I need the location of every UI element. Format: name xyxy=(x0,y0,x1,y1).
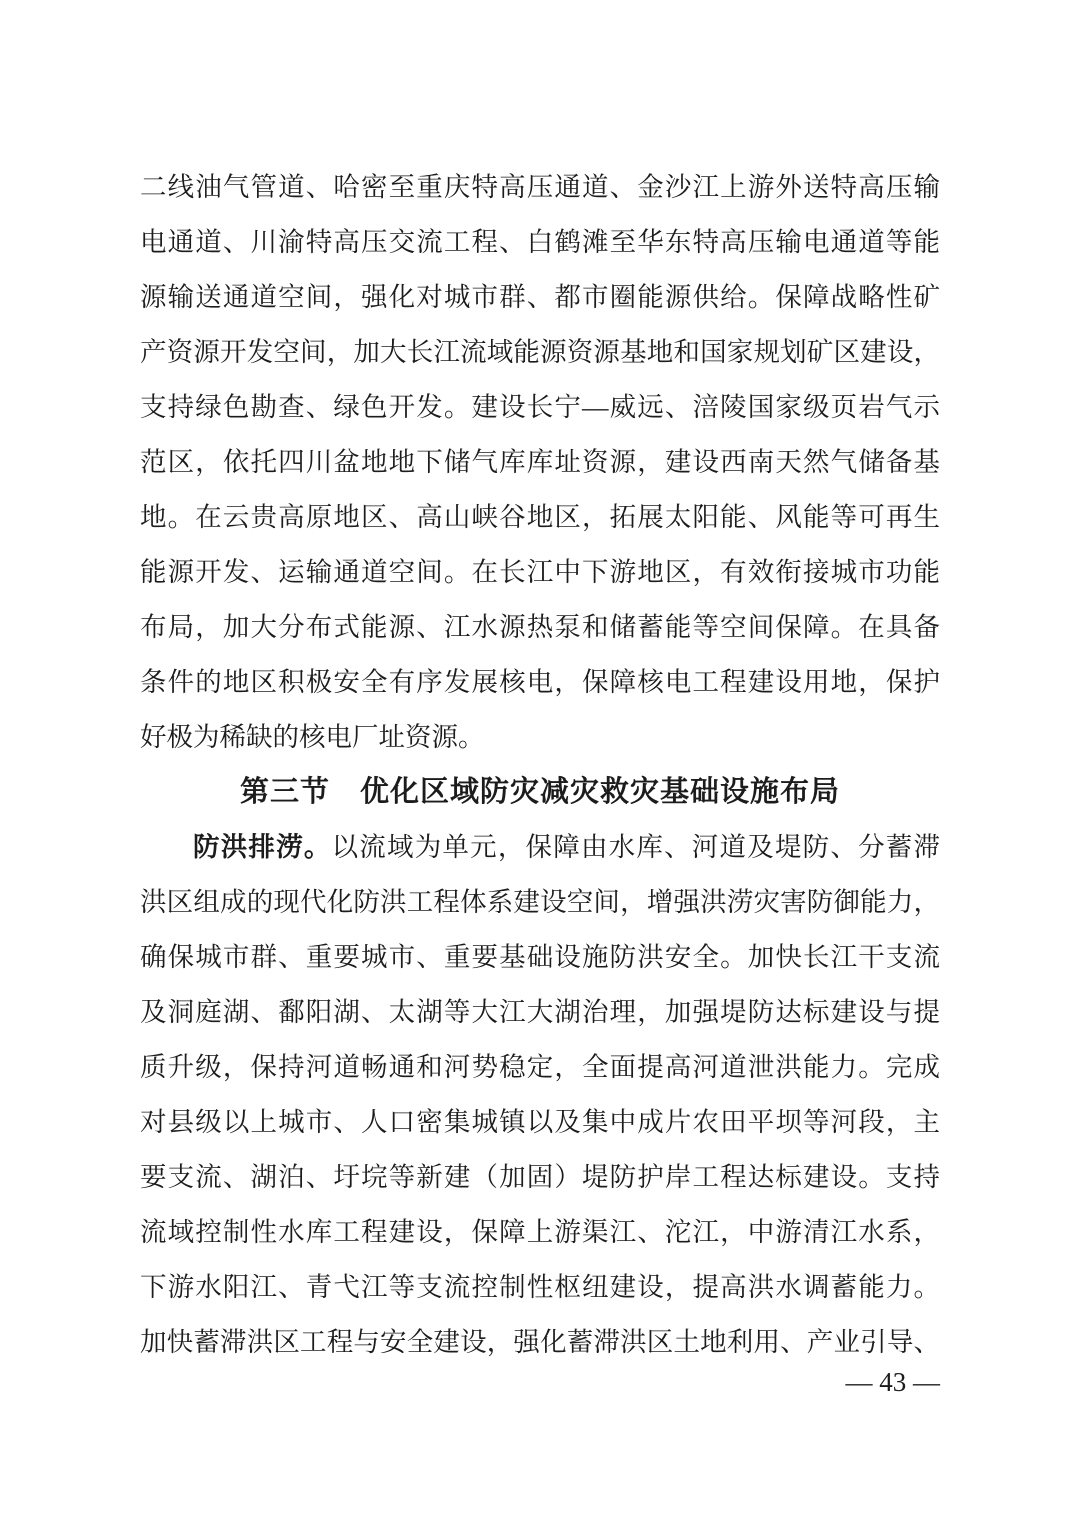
text-line: 支持绿色勘查、绿色开发。建设长宁—威远、涪陵国家级页岩气示 xyxy=(140,392,940,422)
paragraph-flood-control xyxy=(140,820,940,1370)
text-line xyxy=(140,820,940,875)
text-line: 好极为稀缺的核电厂址资源。 xyxy=(140,722,485,752)
text-line: 二线油气管道、哈密至重庆特高压通道、金沙江上游外送特高压输 xyxy=(140,172,940,202)
text-line: 条件的地区积极安全有序发展核电，保障核电工程建设用地，保护 xyxy=(140,667,940,697)
text-line: 布局，加大分布式能源、江水源热泵和储蓄能等空间保障。在具备 xyxy=(140,612,940,642)
page-number: — 43 — xyxy=(845,1367,940,1397)
text-line: 及洞庭湖、鄱阳湖、太湖等大江大湖治理，加强堤防达标建设与提 xyxy=(140,997,940,1027)
text-line: 加快蓄滞洪区工程与安全建设，强化蓄滞洪区土地利用、产业引导、 xyxy=(140,1327,940,1357)
text-run: 以流域为单元，保障由水库、河道及堤防、分蓄滞 xyxy=(331,832,940,862)
page-body xyxy=(140,160,940,1370)
section-heading: 第三节 优化区域防灾减灾救灾基础设施布局 xyxy=(239,776,840,808)
paragraph-energy-corridors xyxy=(140,160,940,765)
text-line: 电通道、川渝特高压交流工程、白鹤滩至华东特高压输电通道等能 xyxy=(140,227,940,257)
text-line: 洪区组成的现代化防洪工程体系建设空间，增强洪涝灾害防御能力， xyxy=(140,887,940,917)
text-line: 确保城市群、重要城市、重要基础设施防洪安全。加快长江干支流 xyxy=(140,942,940,972)
text-line: 对县级以上城市、人口密集城镇以及集中成片农田平坝等河段，主 xyxy=(140,1107,940,1137)
text-line: 流域控制性水库工程建设，保障上游渠江、沱江，中游清江水系， xyxy=(140,1217,940,1247)
paragraph-lead-in: 防洪排涝。 xyxy=(193,832,332,862)
text-line: 能源开发、运输通道空间。在长江中下游地区，有效衔接城市功能 xyxy=(140,557,940,587)
text-line: 质升级，保持河道畅通和河势稳定，全面提高河道泄洪能力。完成 xyxy=(140,1052,940,1082)
text-line: 要支流、湖泊、圩垸等新建（加固）堤防护岸工程达标建设。支持 xyxy=(140,1162,940,1192)
text-line: 产资源开发空间，加大长江流域能源资源基地和国家规划矿区建设， xyxy=(140,337,940,367)
text-line: 源输送通道空间，强化对城市群、都市圈能源供给。保障战略性矿 xyxy=(140,282,940,312)
text-line: 范区，依托四川盆地地下储气库库址资源，建设西南天然气储备基 xyxy=(140,447,940,477)
text-line: 下游水阳江、青弋江等支流控制性枢纽建设，提高洪水调蓄能力。 xyxy=(140,1272,940,1302)
text-line: 地。在云贵高原地区、高山峡谷地区，拓展太阳能、风能等可再生 xyxy=(140,502,940,532)
